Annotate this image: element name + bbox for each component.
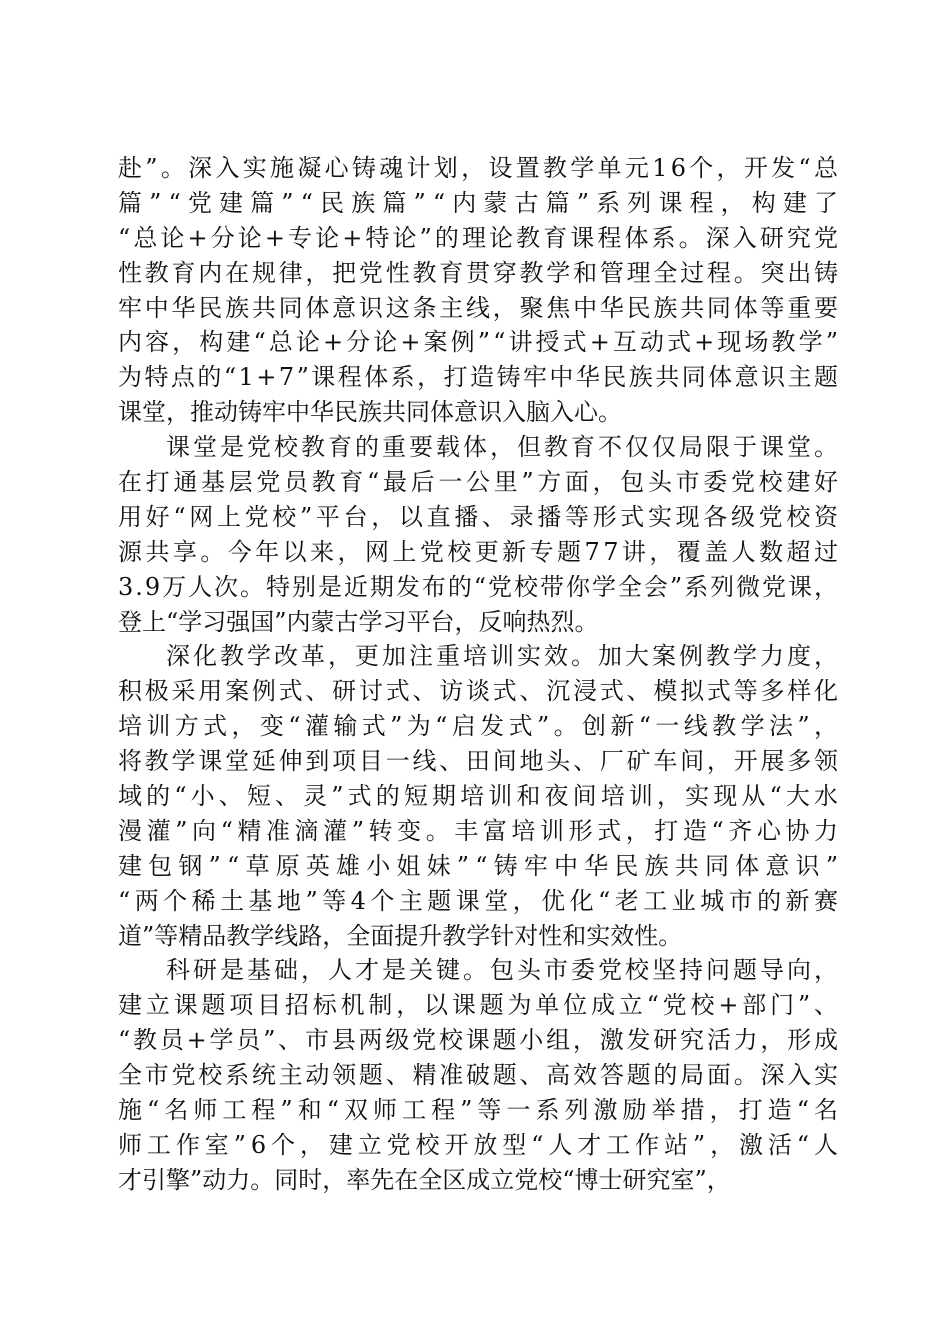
text-line: 科研是基础，人才是关键。包头市委党校坚持问题导向， xyxy=(166,956,841,985)
text-line: 道”等精品教学线路，全面提升教学针对性和实效性。 xyxy=(118,921,683,950)
text-line: 深化教学改革，更加注重培训实效。加大案例教学力度， xyxy=(166,642,841,671)
text-line: 为特点的“1+7”课程体系，打造铸牢中华民族共同体意识主题 xyxy=(118,363,841,392)
paragraph xyxy=(118,430,842,639)
text-line: 全市党校系统主动领题、精准破题、高效答题的局面。深入实 xyxy=(118,1061,841,1090)
text-line: 课堂是党校教育的重要载体，但教育不仅仅局限于课堂。 xyxy=(166,433,841,462)
text-line: “总论+分论+专论+特论”的理论教育课程体系。深入研究党 xyxy=(118,223,842,252)
body-text xyxy=(118,151,846,1198)
text-line: 建立课题项目招标机制，以课题为单位成立“党校+部门”、 xyxy=(118,991,842,1020)
text-line: 培训方式，变“灌输式”为“启发式”。创新“一线教学法”， xyxy=(118,712,843,741)
text-line: “教员+学员”、市县两级党校课题小组，激发研究活力，形成 xyxy=(118,1026,841,1055)
text-line: 课堂，推动铸牢中华民族共同体意识入脑入心。 xyxy=(118,398,622,427)
text-line: 牢中华民族共同体意识这条主线，聚焦中华民族共同体等重要 xyxy=(118,293,841,322)
text-line: 建包钢”“草原英雄小姐妹”“铸牢中华民族共同体意识” xyxy=(118,851,845,880)
text-line: 用好“网上党校”平台，以直播、录播等形式实现各级党校资 xyxy=(118,502,842,531)
text-line: 积极采用案例式、研讨式、访谈式、沉浸式、模拟式等多样化 xyxy=(118,677,841,706)
text-line: 源共享。今年以来，网上党校更新专题77讲，覆盖人数超过 xyxy=(118,537,842,566)
text-line: 施“名师工程”和“双师工程”等一系列激励举措，打造“名 xyxy=(118,1096,844,1125)
text-line: 将教学课堂延伸到项目一线、田间地头、厂矿车间，开展多领 xyxy=(118,747,841,776)
paragraph xyxy=(118,639,845,953)
text-line: 性教育内在规律，把党性教育贯穿教学和管理全过程。突出铸 xyxy=(118,258,841,287)
paragraph xyxy=(118,151,846,430)
text-line: “两个稀土基地”等4个主题课堂，优化“老工业城市的新赛 xyxy=(118,886,843,915)
text-line: 3.9万人次。特别是近期发布的“党校带你学全会”系列微党课， xyxy=(118,572,840,601)
text-line: 登上“学习强国”内蒙古学习平台，反响热烈。 xyxy=(118,607,599,636)
text-line: 篇”“党建篇”“民族篇”“内蒙古篇”系列课程，构建了 xyxy=(118,188,846,217)
text-line: 师工作室”6个，建立党校开放型“人才工作站”，激活“人 xyxy=(118,1130,843,1159)
paragraph xyxy=(118,953,844,1197)
text-line: 赴”。深入实施凝心铸魂计划，设置教学单元16个，开发“总 xyxy=(118,154,842,182)
text-line: 域的“小、短、灵”式的短期培训和夜间培训，实现从“大水 xyxy=(118,782,843,811)
text-line: 在打通基层党员教育“最后一公里”方面，包头市委党校建好 xyxy=(118,468,842,497)
text-line: 漫灌”向“精准滴灌”转变。丰富培训形式，打造“齐心协力 xyxy=(118,816,843,845)
text-line: 才引擎”动力。同时，率先在全区成立党校“博士研究室”， xyxy=(118,1165,731,1194)
text-line: 内容，构建“总论+分论+案例”“讲授式+互动式+现场教学” xyxy=(118,328,842,357)
